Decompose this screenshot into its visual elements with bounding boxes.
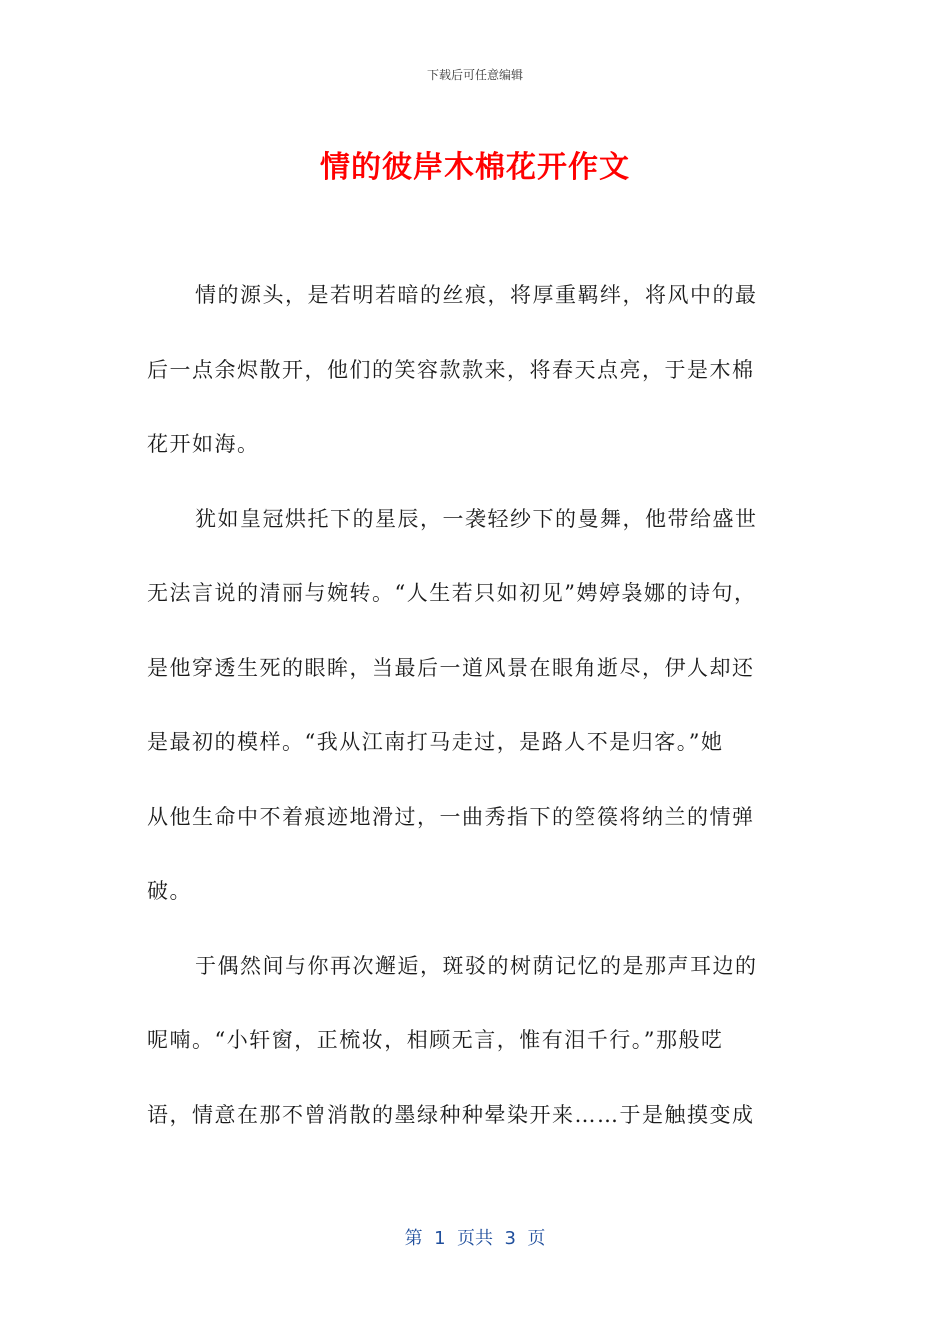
paragraph-line: 后一点余烬散开，他们的笑容款款来，将春天点亮，于是木棉 (147, 357, 755, 382)
page-footer: 第 1 页共 3 页 (404, 1228, 546, 1249)
paragraph-line: 是他穿透生死的眼眸，当最后一道风景在眼角逝尽，伊人却还 (147, 655, 755, 680)
paragraph-line: 语，情意在那不曾消散的墨绿种种晕染开来……于是触摸变成 (147, 1102, 755, 1127)
paragraph-line: 破。 (147, 879, 192, 903)
page-title: 情的彼岸木棉花开作文 (320, 150, 630, 185)
paragraph-line: 从他生命中不着痕迹地滑过，一曲秀指下的箜篌将纳兰的情弹 (147, 804, 755, 829)
paragraph-line: 呢喃。“小轩窗，正梳妆，相顾无言，惟有泪千行。”那般呓 (147, 1028, 724, 1052)
paragraph-line: 无法言说的清丽与婉转。“人生若只如初见”娉婷袅娜的诗句， (147, 581, 757, 605)
paragraph-line: 犹如皇冠烘托下的星辰，一袭轻纱下的曼舞，他带给盛世 (195, 506, 758, 531)
paragraph-line: 于偶然间与你再次邂逅，斑驳的树荫记忆的是那声耳边的 (195, 953, 758, 978)
paragraph-line: 情的源头，是若明若暗的丝痕，将厚重羁绊，将风中的最 (195, 283, 758, 307)
header-note: 下载后可任意编辑 (426, 68, 523, 82)
article-body (147, 258, 807, 1152)
paragraph-line: 是最初的模样。“我从江南打马走过，是路人不是归客。”她 (147, 730, 724, 754)
paragraph-line: 花开如海。 (147, 432, 260, 456)
